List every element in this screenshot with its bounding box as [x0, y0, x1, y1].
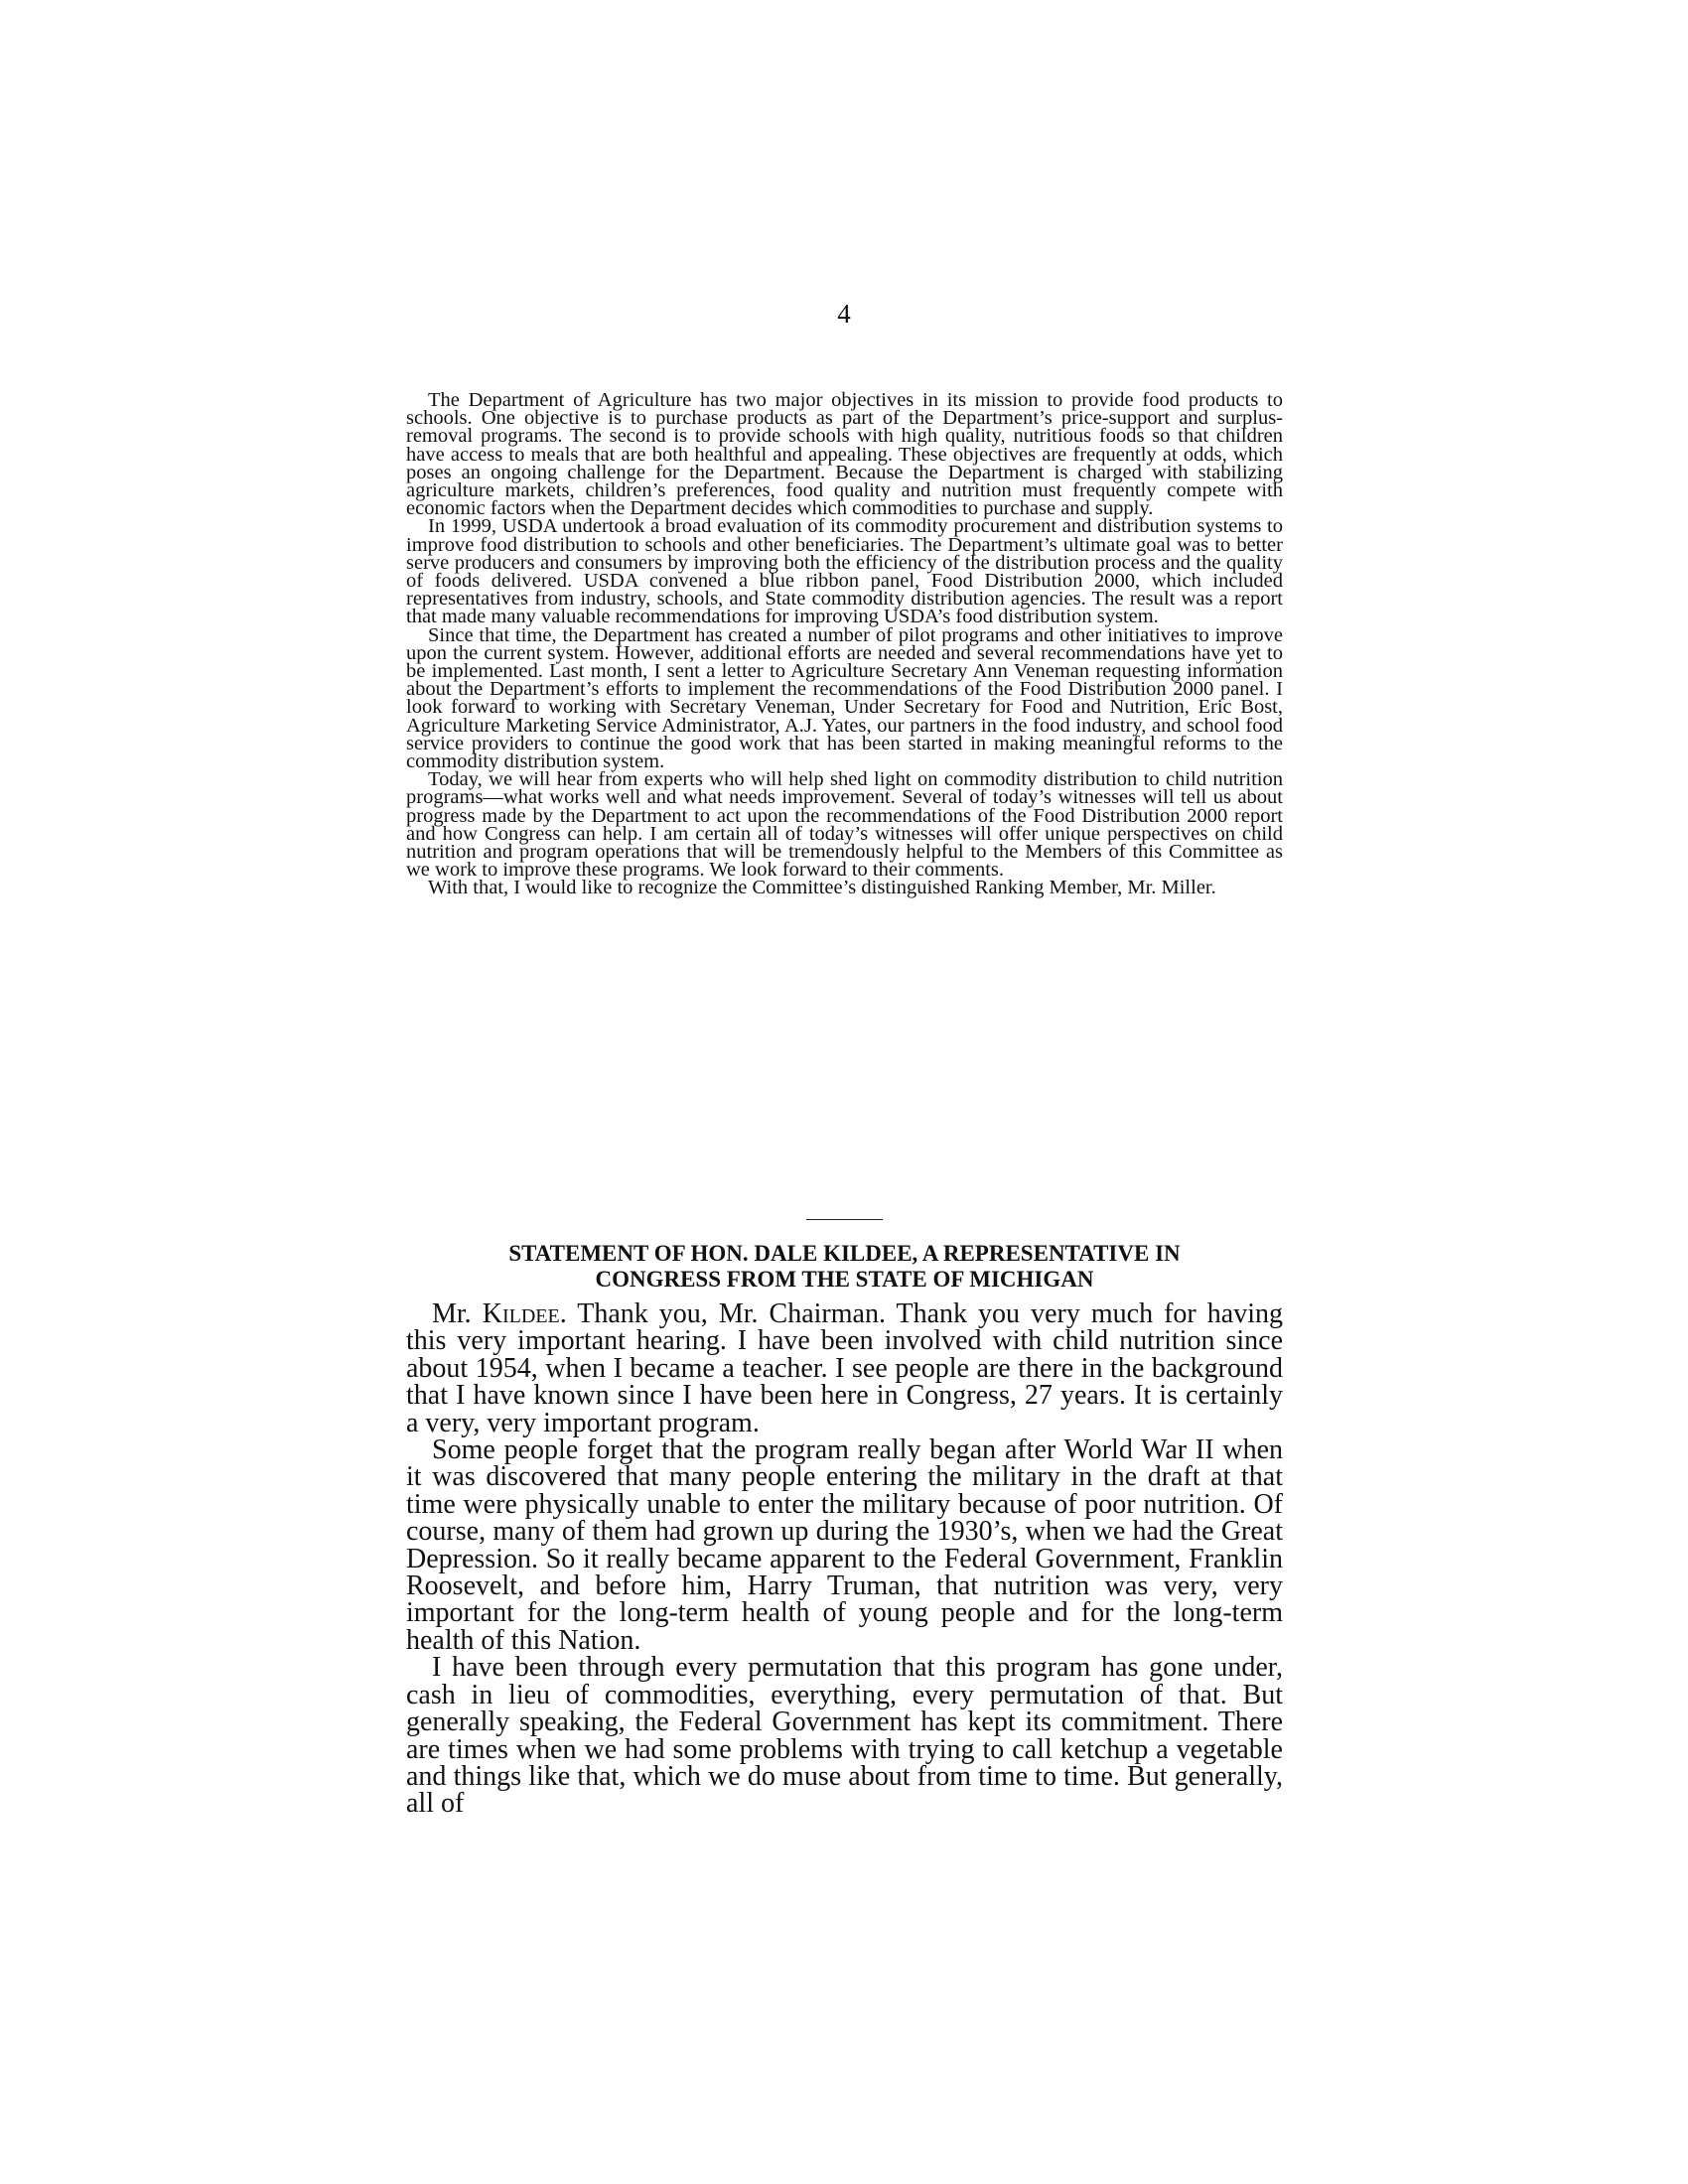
- statement-heading-line1: STATEMENT OF HON. DALE KILDEE, A REPRESENTATIVE IN: [508, 1241, 1181, 1266]
- opening-statement-body: [406, 391, 1283, 897]
- page-number: 4: [837, 299, 851, 329]
- paragraph-usda-evaluation: In 1999, USDA undertook a broad evaluation of its commodity procurement and distribution systems to improve food distribution to schools and other beneficiaries. The Department’s ultimate goal was to better serve producers and consumers by improving both the efficiency of the distribution process and the quality of foods delivered. USDA convened a blue ribbon panel, Food Distribution 2000, which included representatives from industry, schools, and State commodity distribution agencies. The result was a report that made many valuable recommendations for improving USDA’s food distribution system.: [406, 515, 1283, 628]
- kildee-statement-body: [406, 1300, 1283, 1818]
- statement-paragraph-permutations: I have been through every permutation that this program has gone under, cash in lieu of commodities, everything, every permutation of that. But generally speaking, the Federal Government has kept its commitment. There are times when we had some problems with trying to call ketchup a vegetable and things like that, which we do muse about from time to time. But generally, all of: [406, 1652, 1283, 1820]
- statement-paragraph-opening: [406, 1300, 1283, 1436]
- statement-heading: [406, 1241, 1283, 1293]
- speaker-name: Kildee: [482, 1298, 560, 1329]
- statement-paragraph-opening-text: . Thank you, Mr. Chairman. Thank you very much for having this very important hearing. I have been involved with child nutrition since about 1954, when I became a teacher. I see people are there in the background that I have known since I have been here in Congress, 27 years. It is certainly a very, very important program.: [406, 1298, 1283, 1438]
- paragraph-witnesses: Today, we will hear from experts who will help shed light on commodity distribution to child nutrition programs—what works well and what needs improvement. Several of today’s witnesses will tell us about progress made by the Department to act upon the recommendations of the Food Distribution 2000 report and how Congress can help. I am certain all of today’s witnesses will offer unique perspectives on child nutrition and program operations that will be tremendously helpful to the Members of this Committee as we work to improve these programs. We look forward to their comments.: [406, 768, 1283, 882]
- paragraph-pilot-programs: Since that time, the Department has created a number of pilot programs and other initiatives to improve upon the current system. However, additional efforts are needed and several recommendations have yet to be implemented. Last month, I sent a letter to Agriculture Secretary Ann Veneman requesting information about the Department’s efforts to implement the recommendations of the Food Distribution 2000 panel. I look forward to working with Secretary Veneman, Under Secretary for Food and Nutrition, Eric Bost, Agriculture Marketing Service Administrator, A.J. Yates, our partners in the food industry, and school food service providers to continue the good work that has been started in making meaningful reforms to the commodity distribution system.: [406, 623, 1283, 773]
- speaker-prefix: Mr.: [432, 1298, 483, 1329]
- section-divider: [806, 1219, 883, 1220]
- statement-paragraph-history: Some people forget that the program really began after World War II when it was discovered that many people entering the military in the draft at that time were physically unable to enter the military because of poor nutrition. Of course, many of them had grown up during the 1930’s, when we had the Great Depression. So it really became apparent to the Federal Government, Franklin Roosevelt, and before him, Harry Truman, that nutrition was very, very important for the long-term health of young people and for the long-term health of this Nation.: [406, 1434, 1283, 1656]
- statement-heading-line2: CONGRESS FROM THE STATE OF MICHIGAN: [595, 1267, 1094, 1292]
- paragraph-objectives: The Department of Agriculture has two major objectives in its mission to provide food products to schools. One objective is to purchase products as part of the Department’s price-support and surplus-removal programs. The second is to provide schools with high quality, nutritious foods so that children have access to meals that are both healthful and appealing. These objectives are frequently at odds, which poses an ongoing challenge for the Department. Because the Department is charged with stabilizing agriculture markets, children’s preferences, food quality and nutrition must frequently compete with economic factors when the Department decides which commodities to purchase and supply.: [406, 389, 1283, 520]
- paragraph-recognize-ranking-member: With that, I would like to recognize the Committee’s distinguished Ranking Member, Mr. Miller.: [428, 877, 1216, 899]
